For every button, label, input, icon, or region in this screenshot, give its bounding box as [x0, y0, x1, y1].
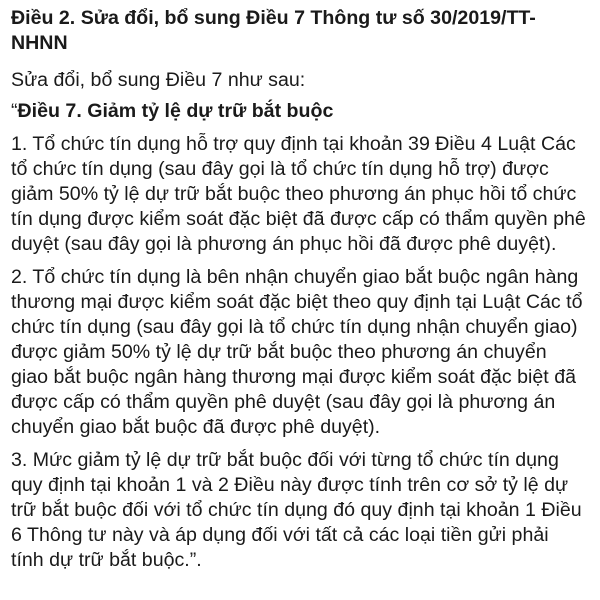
article-7-title [11, 99, 586, 124]
paragraph-3: 3. Mức giảm tỷ lệ dự trữ bắt buộc đối với từng tổ chức tín dụng quy định tại khoản 1 và 2 Điều này được tính trên cơ sở tỷ lệ dự trữ bắt buộc đối với tổ chức tín dụng đó quy định tại khoản 1 Điều 6 Thông tư này và áp dụng đối với tất cả các loại tiền gửi phải tính dự trữ bắt buộc.”. [11, 449, 582, 571]
article-7-title-text: Điều 7. Giảm tỷ lệ dự trữ bắt buộc [17, 100, 334, 122]
intro-text: Sửa đổi, bổ sung Điều 7 như sau: [11, 69, 306, 91]
paragraph-2: 2. Tổ chức tín dụng là bên nhận chuyển giao bắt buộc ngân hàng thương mại được kiểm soát đặc biệt theo quy định tại Luật Các tổ chức tín dụng (sau đây gọi là tổ chức tín dụng nhận chuyển giao) được giảm 50% tỷ lệ dự trữ bắt buộc theo phương án chuyển giao bắt buộc ngân hàng thương mại được kiểm soát đặc biệt đã được cấp có thẩm quyền phê duyệt (sau đây gọi là phương án chuyển giao bắt buộc đã được phê duyệt). [11, 266, 583, 438]
article-heading: Điều 2. Sửa đổi, bổ sung Điều 7 Thông tư số 30/2019/TT-NHNN [11, 7, 536, 54]
paragraph-1: 1. Tổ chức tín dụng hỗ trợ quy định tại khoản 39 Điều 4 Luật Các tổ chức tín dụng (sau đây gọi là tổ chức tín dụng hỗ trợ) được giảm 50% tỷ lệ dự trữ bắt buộc theo phương án phục hồi tổ chức tín dụng được kiểm soát đặc biệt đã được cấp có thẩm quyền phê duyệt (sau đây gọi là phương án phục hồi đã được phê duyệt). [11, 133, 586, 255]
opening-quote: “ [11, 100, 18, 122]
